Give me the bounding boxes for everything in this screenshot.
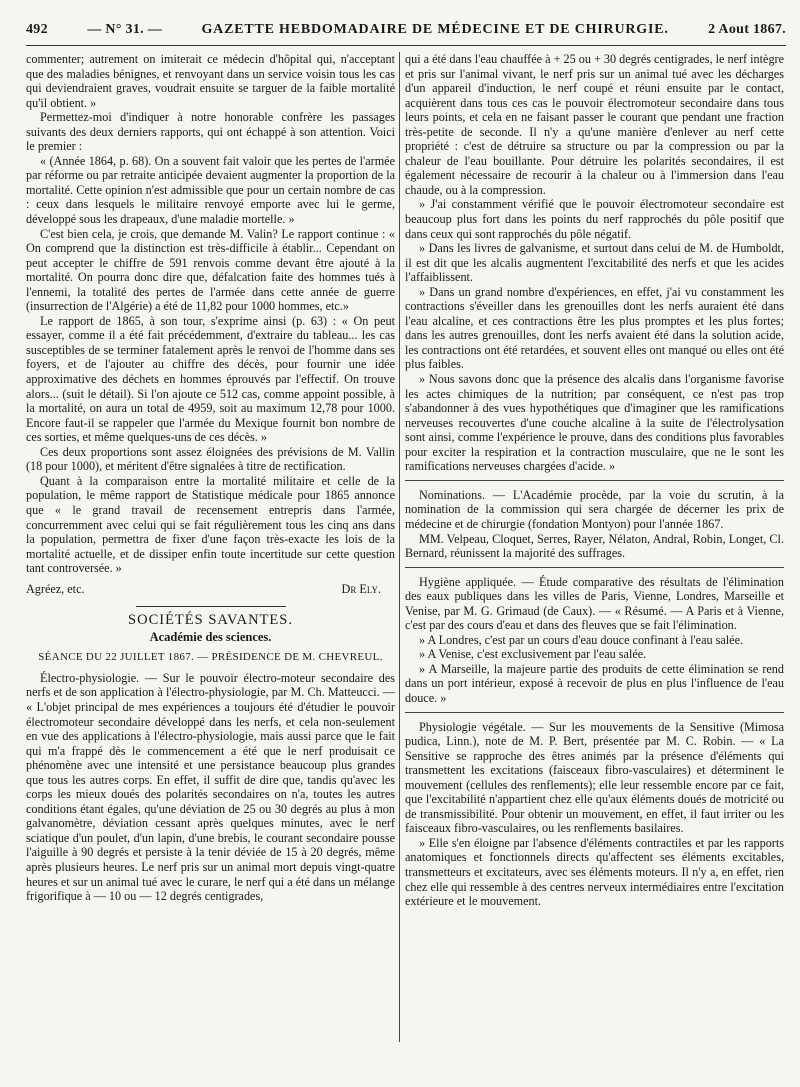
issue-number: — N° 31. — [87,22,163,37]
right-column [405,52,784,909]
paragraph: qui a été dans l'eau chauffée à + 25 ou + 30 degrés centigrades, le nerf intègre et pris sur l'animal vivant, le nerf pris sur un animal tué avec les décharges d'un appareil d'induction, le nerf coupé et réuni ensuite par le contact, acquièrent dans tous ces cas le pouvoir électromoteur secondaire dans tous leurs points, et cela en ne faisant passer le courant que pendant une fraction très-petite de seconde. Il n'y a qu'une manière d'enlever au nerf cette propriété : c'est de détruire sa structure ou par la compression ou par la chaleur de l'eau bouillante. Pour détruire les polarités secondaires, il est également nécessaire de recourir à la chaleur ou à l'immersion dans l'eau chaude, ou à la compression. [405,52,784,197]
paragraph: » A Marseille, la majeure partie des produits de cette élimination se rend dans un port intérieur, exposé à recevoir de plus en plus l'influence de l'eau douce. » [405,661,784,705]
journal-title: GAZETTE HEBDOMADAIRE DE MÉDECINE ET DE CHIRURGIE. [201,22,669,37]
signature-line [26,582,395,597]
paragraph: Ces deux proportions sont assez éloignées des prévisions de M. Vallin (18 pour 1000), et méritent d'être signalées à titre de rectification. [26,444,395,474]
paragraph: Quant à la comparaison entre la mortalité militaire et celle de la population, le même rapport de Statistique médicale pour 1865 annonce que « le grand travail de recensement entrepris dans l'armée, concurremment avec celui qui se fait régulièrement tous les cinq ans dans la population, permettra de fixer d'une façon très-exacte les lois de la mortalité actuelle, et de dissiper enfin toute incertitude sur cette question tant controversée. » [26,473,395,576]
paragraph: » J'ai constamment vérifié que le pouvoir électromoteur secondaire est beaucoup plus fort dans les points du nerf rapprochés du pôle positif que dans ceux qui sont rapprochés du pôle négatif. [405,197,784,241]
section-rule [405,480,784,481]
paragraph: Physiologie végétale. — Sur les mouvements de la Sensitive (Mimosa pudica, Linn.), note de M. P. Bert, présentée par M. C. Robin. — « La Sensitive se rapproche des êtres animés par la présence d'éléments qui transmettent les excitations (faisceaux fibro-vasculaires) et déterminent le mouvement (cellules des renflements); elle leur ressemble encore par ce fait, que l'excitabilité n'appartient chez elle qu'aux éléments doués de motricité ou de transmissibilité. Pour obtenir un mouvement, en effet, il faut irriter ou les faisceaux fibro-vasculaires, ou les renflements basilaires. [405,719,784,836]
paragraph: Nominations. — L'Académie procède, par la voie du scrutin, à la nomination de la commission qui sera chargée de décerner les prix de médecine et de chirurgie (fondation Montyon) pour l'année 1867. [405,487,784,531]
section-rule [405,567,784,568]
paragraph: » Elle s'en éloigne par l'absence d'éléments contractiles et par les rapports anatomiques et fonctionnels directs qu'affectent ses éléments excitables, transmetteurs et excitateurs, avec ses éléments moteurs. Il n'y a, en effet, rien chez elle qui ressemble à des centres nerveux intermédiaires entre l'excitation extérieure et le mouvement. [405,835,784,909]
paragraph: » A Venise, c'est exclusivement par l'eau salée. [419,647,647,662]
session-line: SÉANCE DU 22 JUILLET 1867. — PRÉSIDENCE DE M. CHEVREUL. [38,651,383,664]
left-column [26,52,395,904]
section-separator [136,606,286,607]
paragraph: C'est bien cela, je crois, que demande M. Valin? Le rapport continue : « On comprend que la distinction est très-difficile à établir... Cependant on peut accepter le chiffre de 591 renvois comme devant être ajouté à la mortalité. On pourra donc dire que, défalcation faite des hommes tués à l'ennemi, la totalité des pertes de l'armée dans cette année de guerre (insurrection de l'Algérie) a été de 11,82 pour 1000 hommes, etc.» [26,226,395,314]
paragraph: » Nous savons donc que la présence des alcalis dans l'organisme favorise les actes chimiques de la nutrition; par conséquent, ce n'est pas trop s'abandonner à des vues hypothétiques que d'imaginer que les ramifications nerveuses recouvertes d'une couche alcaline à la suite de l'électrolysation sont ainsi, comme l'expérience le prouve, dans des conditions plus favorables pour exciter la respiration et la contraction musculaire, que ne le sont les ramifications nerveuses chargées d'acide. » [405,372,784,474]
page-header [26,22,786,44]
page-number: 492 [26,22,48,37]
paragraph: » Dans un grand nombre d'expériences, en effet, j'ai vu constamment les contractions s'éveiller dans les grenouilles dont les nerfs auraient été dans l'eau alcaline, et ces contractions être les plus promptes et les plus fortes; dans les autres grenouilles, dont les nerfs avaient été dans la solution acide, les contractions ont été retardées, et souvent elles ont manqué ou elles ont été plus faibles. [405,284,784,372]
column-divider [399,52,400,1042]
section-rule [405,712,784,713]
closing: Agréez, etc. [26,581,85,596]
section-heading: SOCIÉTÉS SAVANTES. [128,612,293,629]
paragraph: MM. Velpeau, Cloquet, Serres, Rayer, Nélaton, Andral, Robin, Longet, Cl. Bernard, réunissent la majorité des suffrages. [405,531,784,561]
quote-paragraph: « (Année 1864, p. 68). On a souvent fait valoir que les pertes de l'armée par réforme ou par retraite anticipée devaient augmenter la proportion de la mortalité. Cette opinion n'est admissible que pour un certain nombre de cas : ceux dans lesquels le militaire renvoyé emporte avec lui le germe, développé sous les drapeaux, d'une maladie mortelle. » [26,153,395,227]
paragraph: Permettez-moi d'indiquer à notre honorable confrère les passages suivants des deux derniers rapports, qui ont échappé à son attention. Voici le premier : [26,110,395,154]
paragraph: » Dans les livres de galvanisme, et surtout dans celui de M. de Humboldt, il est dit que les alcalis augmentent l'excitabilité des nerfs et que les acides l'affaiblissent. [405,241,784,285]
paragraph: commenter; autrement on imiterait ce médecin d'hôpital qui, n'acceptant que des maladies bénignes, et renvoyant dans un service voisin tous les cas qui deviendraient graves, voudrait ensuite se targuer de la faible mortalité qu'il obtient. » [26,52,395,110]
signature: Dr Ely. [341,581,381,596]
paragraph: Hygiène appliquée. — Étude comparative des résultats de l'élimination des eaux publiques dans les villes de Paris, Vienne, Londres, Marseille et Venise, par M. G. Grimaud (de Caux). — « Résumé. — A Paris et à Vienne, c'est par des cours d'eau et dans des fleuves que se fait l'élimination. [405,574,784,633]
paragraph: Le rapport de 1865, à son tour, s'exprime ainsi (p. 63) : « On peut essayer, comme il a été fait précédemment, d'extraire du tableau... les cas susceptibles de se terminer fatalement après le renvoi de l'homme dans ses foyers, et de l'ajouter au chiffre des décès, pour fournir une idée approximative des déchets en hommes éprouvés par l'effectif. On trouve alors... (suit le détail). Si l'on ajoute ce 512 cas, comme appoint possible, à la mortalité, on aura un total de 4959, soit au maximum 12,78 pour 1000. Encore faut-il se rappeler que l'armée du Mexique fournit bon nombre de ces sorties, et même quelques-uns de ces décès. » [26,313,395,445]
paragraph: Électro-physiologie. — Sur le pouvoir électro-moteur secondaire des nerfs et de son application à l'électro-physiologie, par M. Ch. Matteucci. — « L'objet principal de mes expériences a toujours été d'étudier le pouvoir électromoteur secondaire développé dans les nerfs, et cela non-seulement en vue des applications à l'électro-physiologie, mais aussi parce que le fait qui m'a frappé dès le commencement a été que le nerf produisait ce phénomène avec une intensité et une persistance beaucoup plus grandes que tous les autres corps. En effet, il suffit de dire que, tandis qu'avec les corps les mieux doués des polarités secondaires on n'a, toutes les autres conditions étant égales, qu'une déviation de 25 ou 30 degrés au plus à mon galvanomètre, déviation cessant après quelques minutes, avec le nerf sciatique d'un poulet, d'un lapin, d'une brebis, le courant secondaire pousse l'aiguille à 90 degrés et persiste à la tenir déviée de 15 à 20 degrés, même après plusieurs heures. Le nerf pris sur un animal mort depuis vingt-quatre heures et sur un animal tué avec le curare, le nerf qui a été dans un mélange frigorifique à — 10 ou — 12 degrés centigrades, [26,670,395,904]
header-rule [26,45,786,46]
paragraph: » A Londres, c'est par un cours d'eau douce confinant à l'eau salée. [419,632,744,647]
issue-date: 2 Aout 1867. [708,22,786,37]
subsection-heading: Académie des sciences. [149,629,272,644]
